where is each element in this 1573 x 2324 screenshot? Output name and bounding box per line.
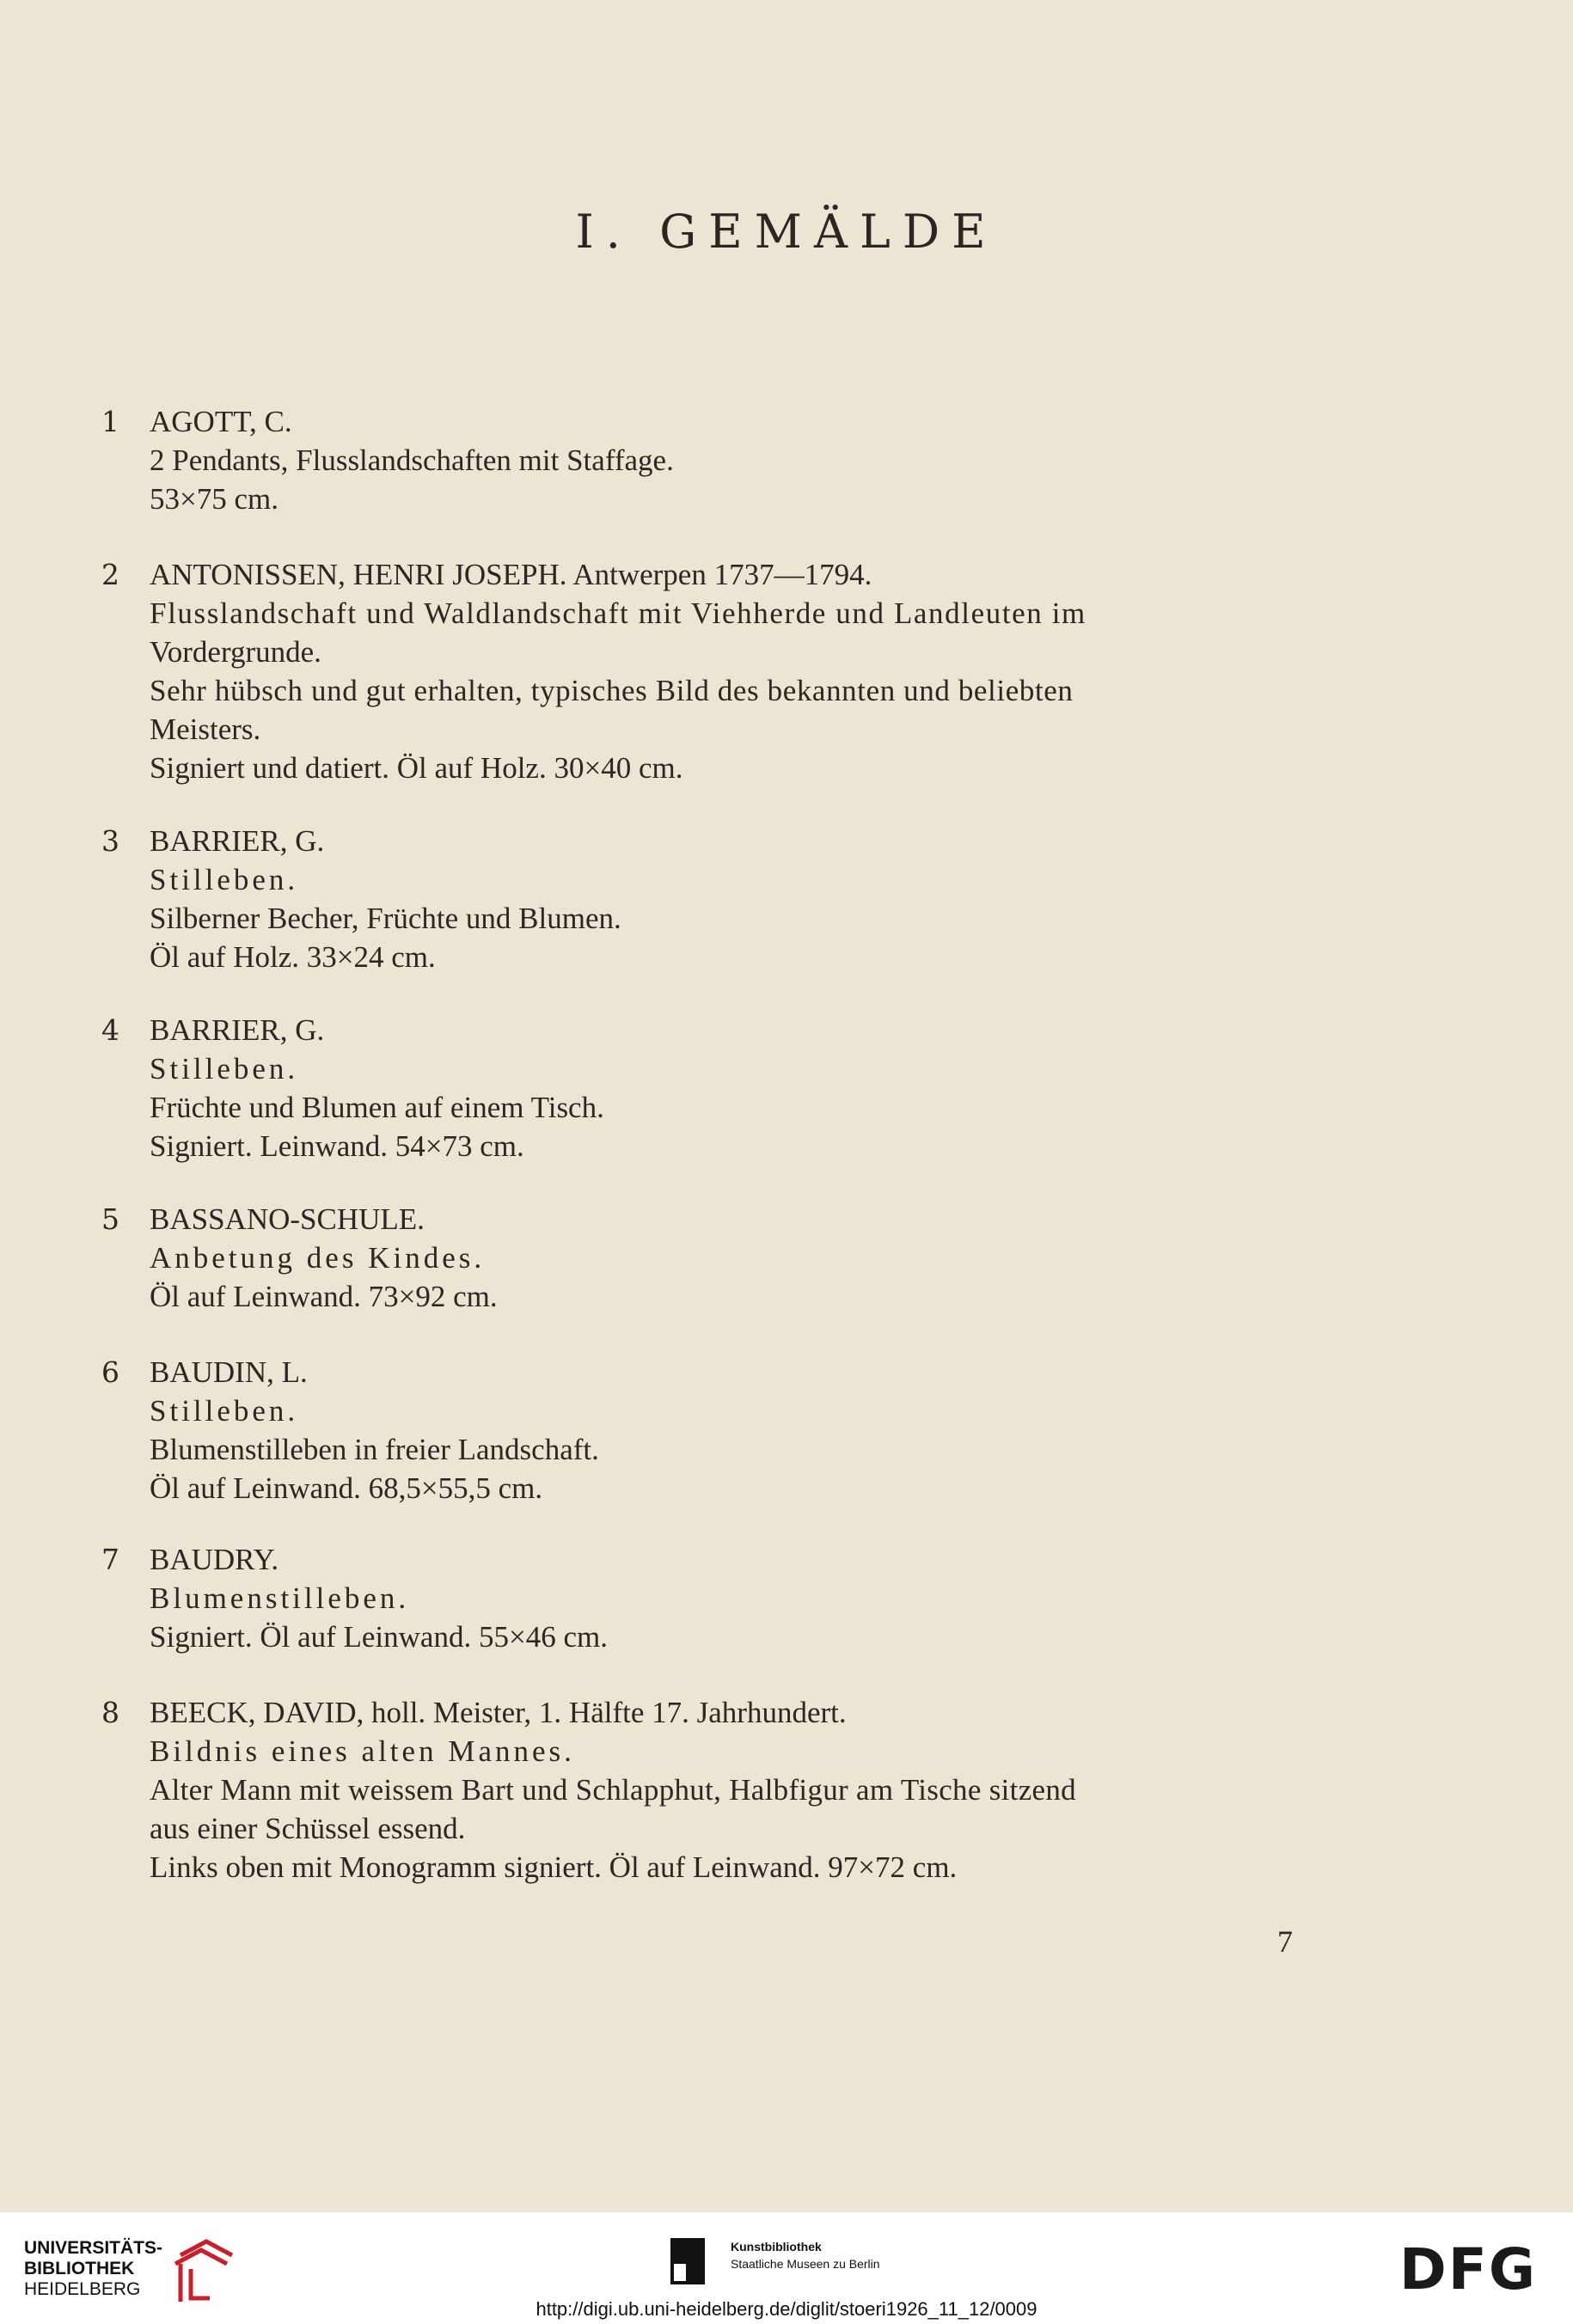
entry-line: Signiert und datiert. Öl auf Holz. 30×40 cm. [150,751,683,785]
entry-number: 6 [101,1355,119,1389]
kb-subtitle: Staatliche Museen zu Berlin [731,2257,880,2271]
kb-name: Kunstbibliothek [731,2240,822,2254]
entry-number: 8 [101,1696,119,1729]
artist-name: BARRIER, G. [150,824,325,858]
entry-line: Signiert. Öl auf Leinwand. 55×46 cm. [150,1620,608,1654]
entry-number: 1 [101,405,119,438]
library-name-line: BIBLIOTHEK [24,2259,135,2278]
library-name-line: UNIVERSITÄTS- [24,2238,163,2258]
entry-line: Bildnis eines alten Mannes. [150,1734,575,1768]
artist-name: BAUDRY. [150,1543,279,1576]
entry-line: Sehr hübsch und gut erhalten, typisches Bild des bekannten und beliebten [150,674,1074,707]
permalink-url[interactable]: http://digi.ub.uni-heidelberg.de/diglit/stoeri1926_11_12/0009 [536,2298,1037,2320]
entry-number: 5 [101,1202,119,1236]
entry-line: Öl auf Leinwand. 68,5×55,5 cm. [150,1471,543,1505]
entry-line: Alter Mann mit weissem Bart und Schlapphut, Halbfigur am Tische sitzend [150,1773,1076,1807]
artist-name: BAUDIN, L. [150,1355,308,1389]
artist-name: BASSANO-SCHULE. [150,1202,425,1236]
page-number: 7 [1277,1924,1293,1959]
entry-line: aus einer Schüssel essend. [150,1812,466,1845]
entry-line: Blumenstilleben. [150,1581,410,1615]
entry-line: Blumenstilleben in freier Landschaft. [150,1433,599,1466]
entry-line: Meisters. [150,712,261,746]
entry-number: 2 [101,558,119,591]
entry-line: Silberner Becher, Früchte und Blumen. [150,902,621,935]
entry-number: 4 [101,1013,119,1047]
artist-name: BARRIER, G. [150,1013,325,1047]
entry-line: Stilleben. [150,1394,299,1428]
entry-line: Öl auf Leinwand. 73×92 cm. [150,1280,498,1313]
artist-name: ANTONISSEN, HENRI JOSEPH. Antwerpen 1737—1794. [150,558,872,591]
entry-line: Öl auf Holz. 33×24 cm. [150,940,436,974]
entry-line: Anbetung des Kindes. [150,1241,486,1275]
library-name-line: HEIDELBERG [24,2279,141,2299]
entry-line: Früchte und Blumen auf einem Tisch. [150,1091,604,1124]
entry-line: 53×75 cm. [150,482,278,516]
section-heading: I. GEMÄLDE [575,205,998,259]
entry-number: 7 [101,1543,119,1576]
university-library-logo[interactable] [24,2238,230,2307]
entry-line: 2 Pendants, Flusslandschaften mit Staffage. [150,443,674,477]
artist-name: AGOTT, C. [150,405,292,438]
entry-line: Flusslandschaft und Waldlandschaft mit Viehherde und Landleuten im [150,596,1086,630]
entry-line: Stilleben. [150,1052,299,1086]
library-emblem-icon [163,2238,241,2305]
kunstbibliothek-logo[interactable] [670,2231,946,2291]
artist-name: BEECK, DAVID, holl. Meister, 1. Hälfte 17. Jahrhundert. [150,1696,847,1729]
entry-line: Vordergrunde. [150,635,321,669]
dfg-logo[interactable]: DFG [1399,2236,1538,2303]
entry-line: Signiert. Leinwand. 54×73 cm. [150,1129,524,1163]
entry-number: 3 [101,824,119,858]
digitization-footer [0,2212,1573,2324]
entry-line: Links oben mit Monogramm signiert. Öl auf Leinwand. 97×72 cm. [150,1850,958,1884]
entry-line: Stilleben. [150,863,299,896]
kunstbibliothek-emblem-icon [670,2238,705,2284]
